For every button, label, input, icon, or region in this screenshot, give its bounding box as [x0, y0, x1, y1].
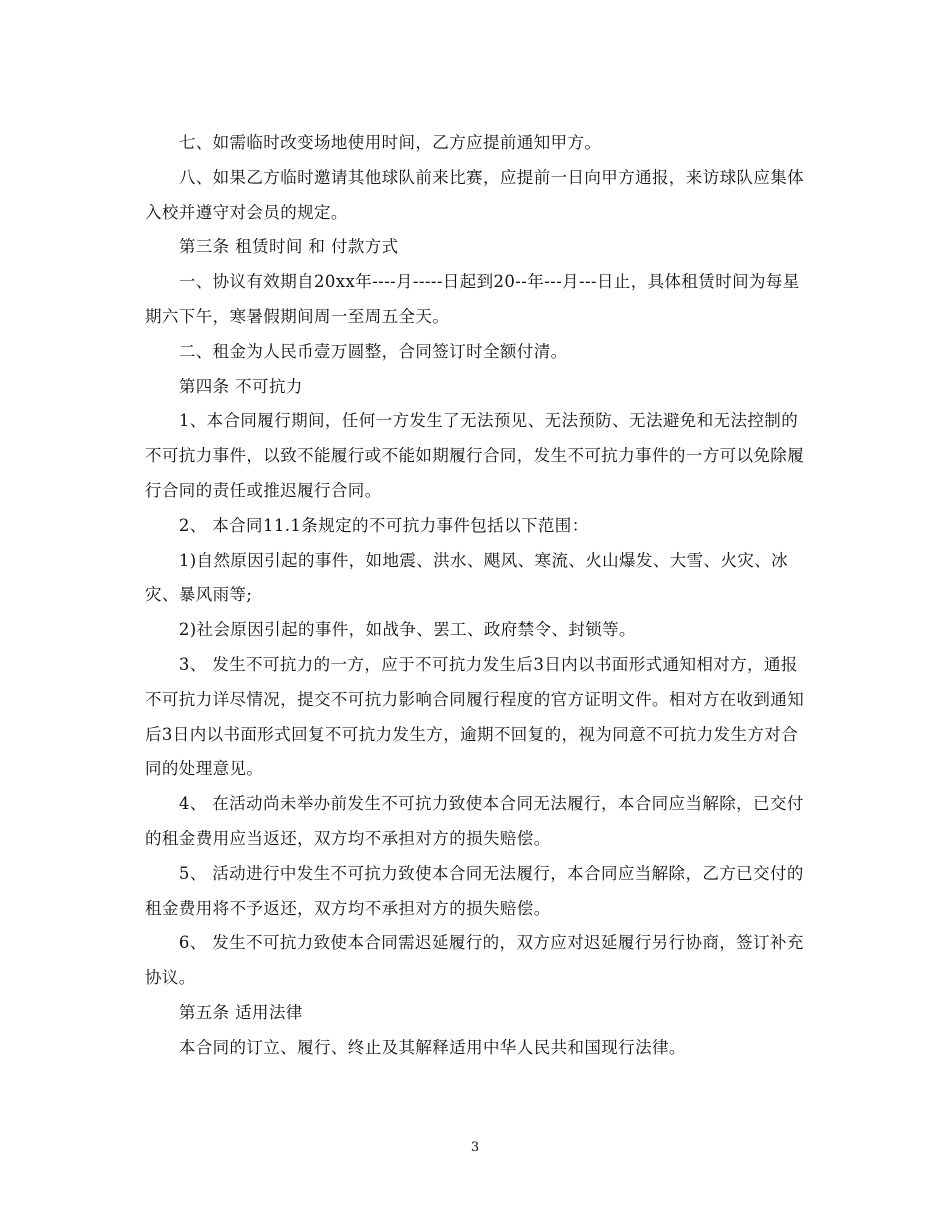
page-number: 3 — [470, 1140, 480, 1155]
document-body — [145, 126, 807, 1066]
paragraph-13: 本合同的订立、履行、终止及其解释适用中华人民共和国现行法律。 — [178, 1037, 686, 1057]
section-heading-article-4: 第四条 不可抗力 — [178, 376, 303, 396]
paragraph-1: 七、如需临时改变场地使用时间，乙方应提前通知甲方。 — [178, 133, 602, 152]
paragraph-9: 3、 发生不可抗力的一方，应于不可抗力发生后3日内以书面形式通知相对方，通报不可抗力详尽情况，提交不可抗力影响合同履行程度的官方证明文件。相对方在收到通知后3日内以书面形式回复不可抗力发生方，逾期不回复的，视为同意不可抗力发生方对合同的处理意见。 — [145, 654, 805, 779]
paragraph-5: 1、本合同履行期间，任何一方发生了无法预见、无法预防、无法避免和无法控制的不可抗力事件，以致不能履行或不能如期履行合同，发生不可抗力事件的一方可以免除履行合同的责任或推迟履行合同。 — [145, 411, 805, 500]
paragraph-8: 2)社会原因引起的事件，如战争、罢工、政府禁令、封锁等。 — [178, 620, 636, 640]
paragraph-3: 一、协议有效期自20xx年----月-----日起到20--年---月---日止，具体租赁时间为每星期六下午，寒暑假期间周一至周五全天。 — [145, 272, 800, 326]
paragraph-11: 5、 活动进行中发生不可抗力致使本合同无法履行，本合同应当解除，乙方已交付的租金费用将不予返还，双方均不承担对方的损失赔偿。 — [145, 863, 804, 918]
section-heading-article-3: 第三条 租赁时间 和 付款方式 — [178, 237, 399, 257]
paragraph-2: 八、如果乙方临时邀请其他球队前来比赛，应提前一日向甲方通报，来访球队应集体入校并遵守对会员的规定。 — [145, 167, 805, 222]
paragraph-12: 6、 发生不可抗力致使本合同需迟延履行的，双方应对迟延履行另行协商，签订补充协议。 — [145, 933, 804, 988]
paragraph-6: 2、 本合同11.1条规定的不可抗力事件包括以下范围： — [178, 515, 589, 535]
paragraph-4: 二、租金为人民币壹万圆整，合同签订时全额付清。 — [178, 341, 568, 361]
paragraph-10: 4、 在活动尚未举办前发生不可抗力致使本合同无法履行，本合同应当解除，已交付的租金费用应当返还，双方均不承担对方的损失赔偿。 — [145, 794, 804, 848]
paragraph-7: 1)自然原因引起的事件，如地震、洪水、飓风、寒流、火山爆发、大雪、火灾、冰灾、暴风雨等; — [145, 550, 789, 605]
section-heading-article-5: 第五条 适用法律 — [178, 1002, 303, 1022]
